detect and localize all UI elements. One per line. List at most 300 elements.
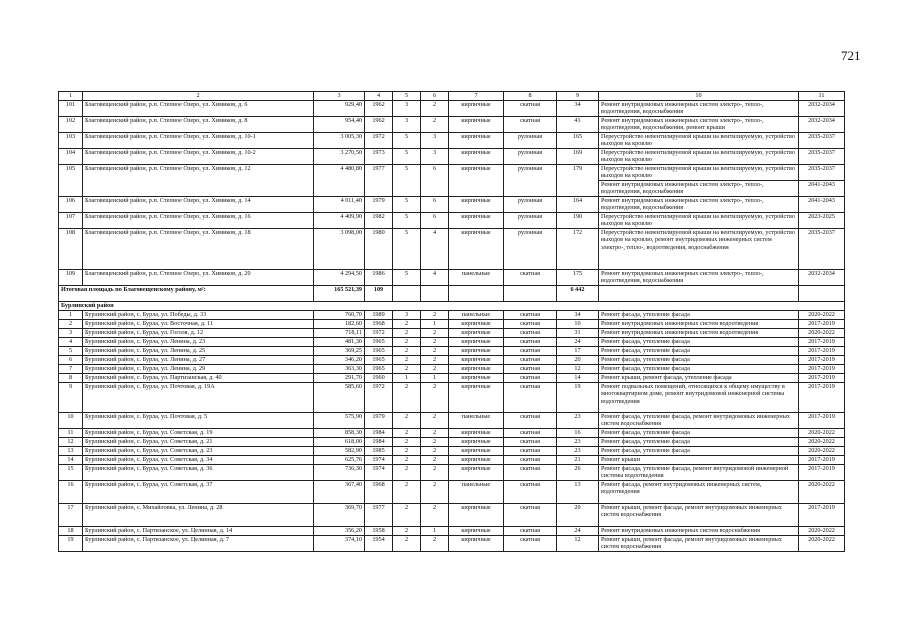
- row-number: 4: [59, 338, 83, 347]
- wall-material: кирпичные: [449, 356, 504, 365]
- repair-work: Ремонт внутридомовых инженерных систем электро-, тепло-, водоотведения, водоснабжения, ремонт крыши: [599, 117, 799, 133]
- entrances: 2: [421, 456, 449, 465]
- area: 367,40: [314, 481, 365, 504]
- year-built: 1968: [365, 481, 393, 504]
- table-row: [59, 465, 845, 481]
- area: 4 011,40: [314, 197, 365, 213]
- address: Бурлинский район, с. Партизанское, ул. Целинная, д. 14: [83, 527, 314, 536]
- roof-type: скатная: [504, 447, 557, 456]
- floors: 2: [393, 527, 421, 536]
- address: Благовещенский район, р.п. Степное Озеро, ул. Химиков, д. 20: [83, 270, 314, 286]
- year-built: 1965: [365, 356, 393, 365]
- repair-work: Ремонт фасада, ремонт внутридомовых инженерных систем, водоотведения: [599, 481, 799, 504]
- area: 374,10: [314, 536, 365, 552]
- repair-period: 2020-2022: [799, 447, 845, 456]
- column-header: 9: [557, 92, 599, 101]
- table-row: [59, 117, 845, 133]
- table-row: [59, 429, 845, 438]
- repair-work: Ремонт внутридомовых инженерных систем водоснабжения: [599, 527, 799, 536]
- total-count: 109: [365, 286, 393, 302]
- row-number: 11: [59, 429, 83, 438]
- entrances: 2: [421, 429, 449, 438]
- area: 4 294,50: [314, 270, 365, 286]
- residents: 179: [557, 165, 599, 197]
- wall-material: кирпичные: [449, 536, 504, 552]
- area: 736,30: [314, 465, 365, 481]
- entrances: 6: [421, 165, 449, 197]
- row-number: 10: [59, 413, 83, 429]
- entrances: 1: [421, 374, 449, 383]
- roof-type: скатная: [504, 438, 557, 447]
- column-header: 2: [83, 92, 314, 101]
- wall-material: кирпичные: [449, 438, 504, 447]
- year-built: 1954: [365, 536, 393, 552]
- year-built: 1968: [365, 320, 393, 329]
- floors: 2: [393, 338, 421, 347]
- row-number: 103: [59, 133, 83, 149]
- area: 718,11: [314, 329, 365, 338]
- entrances: 2: [421, 481, 449, 504]
- floors: 5: [393, 133, 421, 149]
- table-row: [59, 413, 845, 429]
- area: 356,20: [314, 527, 365, 536]
- area: 3 098,00: [314, 229, 365, 270]
- column-header: 3: [314, 92, 365, 101]
- area: 3 270,50: [314, 149, 365, 165]
- residents: 169: [557, 149, 599, 165]
- table-row: [59, 165, 845, 181]
- repair-work: Переустройство невентилируемой крыши на вентилируемую, устройство выходов на кровлю: [599, 165, 799, 181]
- area: 618,00: [314, 438, 365, 447]
- table-row: [59, 133, 845, 149]
- entrances: 6: [421, 213, 449, 229]
- floors: 2: [393, 504, 421, 527]
- row-number: 102: [59, 117, 83, 133]
- row-number: 7: [59, 365, 83, 374]
- row-number: 107: [59, 213, 83, 229]
- repair-period: 2017-2019: [799, 383, 845, 413]
- repair-period: 2023-2025: [799, 213, 845, 229]
- residents: 13: [557, 481, 599, 504]
- repair-work: Переустройство невентилируемой крыши на вентилируемую, устройство выходов на кровлю, ремонт внутридомовых инженерных систем электро-, тепло-, водоотведения, водоснабжения: [599, 229, 799, 270]
- empty-cell: [504, 286, 557, 302]
- capital-repair-table: [58, 91, 845, 552]
- row-number: 108: [59, 229, 83, 270]
- area: 625,76: [314, 456, 365, 465]
- roof-type: рулонная: [504, 133, 557, 149]
- row-number: 17: [59, 504, 83, 527]
- total-residents: 6 442: [557, 286, 599, 302]
- residents: 12: [557, 536, 599, 552]
- area: 585,60: [314, 383, 365, 413]
- repair-period: 2032-2034: [799, 117, 845, 133]
- residents: 17: [557, 347, 599, 356]
- repair-period: 2020-2022: [799, 329, 845, 338]
- area: 346,20: [314, 356, 365, 365]
- residents: 19: [557, 383, 599, 413]
- entrances: 2: [421, 329, 449, 338]
- area: 929,40: [314, 101, 365, 117]
- floors: 3: [393, 311, 421, 320]
- year-built: 1974: [365, 456, 393, 465]
- floors: 5: [393, 165, 421, 197]
- address: Бурлинский район, с. Бурла, ул. Ленина, д. 25: [83, 347, 314, 356]
- empty-cell: [599, 286, 799, 302]
- wall-material: кирпичные: [449, 447, 504, 456]
- roof-type: скатная: [504, 536, 557, 552]
- residents: 164: [557, 197, 599, 213]
- column-header: 10: [599, 92, 799, 101]
- entrances: 2: [421, 383, 449, 413]
- repair-work: Ремонт крыши: [599, 456, 799, 465]
- roof-type: рулонная: [504, 229, 557, 270]
- row-number: 19: [59, 536, 83, 552]
- repair-period: 2041-2043: [799, 181, 845, 197]
- area: 4 409,90: [314, 213, 365, 229]
- roof-type: скатная: [504, 481, 557, 504]
- repair-period: 2017-2019: [799, 456, 845, 465]
- floors: 2: [393, 383, 421, 413]
- floors: 2: [393, 320, 421, 329]
- year-built: 1984: [365, 429, 393, 438]
- repair-period: 2020-2022: [799, 536, 845, 552]
- year-built: 1979: [365, 413, 393, 429]
- column-header: 4: [365, 92, 393, 101]
- repair-period: 2035-2037: [799, 149, 845, 165]
- address: Бурлинский район, с. Бурла, ул. Советская, д. 23: [83, 447, 314, 456]
- residents: 165: [557, 133, 599, 149]
- roof-type: скатная: [504, 374, 557, 383]
- address: Бурлинский район, с. Бурла, ул. Партизанская, д. 40: [83, 374, 314, 383]
- repair-work: Ремонт фасада, утепление фасада: [599, 447, 799, 456]
- address: Бурлинский район, с. Бурла, ул. Советская, д. 36: [83, 465, 314, 481]
- entrances: 4: [421, 229, 449, 270]
- roof-type: рулонная: [504, 149, 557, 165]
- address: Благовещенский район, р.п. Степное Озеро, ул. Химиков, д. 16: [83, 213, 314, 229]
- floors: 2: [393, 347, 421, 356]
- repair-work: Ремонт крыши, ремонт фасада, ремонт внутридомовых инженерных систем водоснабжения: [599, 504, 799, 527]
- address: Бурлинский район, с. Партизанское, ул. Целинная, д. 7: [83, 536, 314, 552]
- table-row: [59, 311, 845, 320]
- row-number: 109: [59, 270, 83, 286]
- row-number: 14: [59, 456, 83, 465]
- entrances: 2: [421, 438, 449, 447]
- entrances: 3: [421, 133, 449, 149]
- row-number: 3: [59, 329, 83, 338]
- address: Благовещенский район, р.п. Степное Озеро, ул. Химиков, д. 10-2: [83, 149, 314, 165]
- repair-period: 2032-2034: [799, 270, 845, 286]
- row-number: 1: [59, 311, 83, 320]
- entrances: 6: [421, 197, 449, 213]
- area: 858,30: [314, 429, 365, 438]
- repair-period: 2017-2019: [799, 365, 845, 374]
- residents: 20: [557, 504, 599, 527]
- column-header: 6: [421, 92, 449, 101]
- empty-cell: [393, 286, 421, 302]
- wall-material: кирпичные: [449, 213, 504, 229]
- roof-type: скатная: [504, 320, 557, 329]
- wall-material: кирпичные: [449, 149, 504, 165]
- table-row: [59, 356, 845, 365]
- address: Бурлинский район, с. Бурла, ул. Ленина, д. 23: [83, 338, 314, 347]
- table-row: [59, 481, 845, 504]
- table-row: [59, 302, 845, 311]
- row-number: 16: [59, 481, 83, 504]
- row-number: 101: [59, 101, 83, 117]
- floors: 2: [393, 447, 421, 456]
- repair-period: 2017-2019: [799, 465, 845, 481]
- table-row: [59, 347, 845, 356]
- residents: 172: [557, 229, 599, 270]
- address: Бурлинский район, с. Бурла, ул. Советская, д. 19: [83, 429, 314, 438]
- entrances: 2: [421, 311, 449, 320]
- wall-material: кирпичные: [449, 101, 504, 117]
- residents: 12: [557, 365, 599, 374]
- year-built: 1984: [365, 438, 393, 447]
- row-number: 13: [59, 447, 83, 456]
- residents: 20: [557, 356, 599, 365]
- wall-material: кирпичные: [449, 133, 504, 149]
- repair-period: 2020-2022: [799, 481, 845, 504]
- area: 291,70: [314, 374, 365, 383]
- repair-work: Ремонт внутридомовых инженерных систем водоотведения: [599, 320, 799, 329]
- roof-type: скатная: [504, 465, 557, 481]
- repair-period: 2035-2037: [799, 229, 845, 270]
- repair-period: 2017-2019: [799, 320, 845, 329]
- floors: 2: [393, 465, 421, 481]
- column-header: 8: [504, 92, 557, 101]
- repair-work: Ремонт фасада, утепление фасада: [599, 347, 799, 356]
- column-header: 5: [393, 92, 421, 101]
- year-built: 1965: [365, 347, 393, 356]
- row-number: 8: [59, 374, 83, 383]
- table-row: [59, 92, 845, 101]
- address: Бурлинский район, с. Михайловка, ул. Ленина, д. 28: [83, 504, 314, 527]
- wall-material: кирпичные: [449, 320, 504, 329]
- table-row: [59, 383, 845, 413]
- repair-work: Ремонт фасада, утепление фасада: [599, 438, 799, 447]
- table-row: [59, 527, 845, 536]
- table-row: [59, 286, 845, 302]
- column-header: 7: [449, 92, 504, 101]
- wall-material: кирпичные: [449, 338, 504, 347]
- wall-material: кирпичные: [449, 165, 504, 197]
- entrances: 2: [421, 338, 449, 347]
- entrances: 2: [421, 356, 449, 365]
- year-built: 1965: [365, 338, 393, 347]
- column-header: 11: [799, 92, 845, 101]
- table-row: [59, 447, 845, 456]
- row-number: 106: [59, 197, 83, 213]
- year-built: 1977: [365, 504, 393, 527]
- address: Благовещенский район, р.п. Степное Озеро, ул. Химиков, д. 10-1: [83, 133, 314, 149]
- repair-period: 2020-2022: [799, 527, 845, 536]
- table-row: [59, 456, 845, 465]
- table-row: [59, 320, 845, 329]
- address: Бурлинский район, с. Бурла, ул. Ленина, д. 29: [83, 365, 314, 374]
- wall-material: кирпичные: [449, 365, 504, 374]
- row-number: 104: [59, 149, 83, 165]
- row-number: 15: [59, 465, 83, 481]
- entrances: 2: [421, 447, 449, 456]
- year-built: 1989: [365, 311, 393, 320]
- total-area: 165 521,39: [314, 286, 365, 302]
- repair-work: Ремонт фасада, утепление фасада: [599, 365, 799, 374]
- year-built: 1972: [365, 133, 393, 149]
- residents: 24: [557, 338, 599, 347]
- roof-type: скатная: [504, 456, 557, 465]
- floors: 2: [393, 438, 421, 447]
- entrances: 2: [421, 504, 449, 527]
- table-row: [59, 504, 845, 527]
- repair-work: Переустройство невентилируемой крыши на вентилируемую, устройство выходов на кровлю: [599, 213, 799, 229]
- repair-period: 2035-2037: [799, 165, 845, 181]
- table-row: [59, 229, 845, 270]
- floors: 5: [393, 197, 421, 213]
- wall-material: панельные: [449, 270, 504, 286]
- repair-work: Ремонт внутридомовых инженерных систем электро-, тепло-, водоотведения, водоснабжения: [599, 101, 799, 117]
- wall-material: кирпичные: [449, 383, 504, 413]
- entrances: 2: [421, 101, 449, 117]
- residents: 16: [557, 429, 599, 438]
- wall-material: кирпичные: [449, 374, 504, 383]
- area: 182,60: [314, 320, 365, 329]
- wall-material: кирпичные: [449, 527, 504, 536]
- roof-type: рулонная: [504, 197, 557, 213]
- wall-material: кирпичные: [449, 429, 504, 438]
- year-built: 1982: [365, 213, 393, 229]
- wall-material: кирпичные: [449, 347, 504, 356]
- table-row: [59, 438, 845, 447]
- address: Бурлинский район, с. Бурла, ул. Советская, д. 34: [83, 456, 314, 465]
- year-built: 1960: [365, 374, 393, 383]
- repair-work: Ремонт крыши, ремонт фасада, утепление фасада: [599, 374, 799, 383]
- row-number: 18: [59, 527, 83, 536]
- address: Благовещенский район, р.п. Степное Озеро, ул. Химиков, д. 14: [83, 197, 314, 213]
- empty-cell: [449, 286, 504, 302]
- floors: 5: [393, 270, 421, 286]
- table-row: [59, 270, 845, 286]
- residents: 24: [557, 527, 599, 536]
- year-built: 1958: [365, 527, 393, 536]
- repair-work: Ремонт фасада, утепление фасада: [599, 356, 799, 365]
- year-built: 1986: [365, 270, 393, 286]
- area: 363,30: [314, 365, 365, 374]
- table-row: [59, 149, 845, 165]
- entrances: 2: [421, 365, 449, 374]
- roof-type: скатная: [504, 270, 557, 286]
- table-row: [59, 536, 845, 552]
- residents: 34: [557, 311, 599, 320]
- roof-type: рулонная: [504, 165, 557, 197]
- entrances: 2: [421, 413, 449, 429]
- wall-material: кирпичные: [449, 197, 504, 213]
- entrances: 4: [421, 270, 449, 286]
- floors: 2: [393, 481, 421, 504]
- address: Бурлинский район, с. Бурла, ул. Гоголя, д. 12: [83, 329, 314, 338]
- area: 3 005,30: [314, 133, 365, 149]
- table-row: [59, 338, 845, 347]
- entrances: 1: [421, 527, 449, 536]
- entrances: 1: [421, 320, 449, 329]
- wall-material: панельные: [449, 413, 504, 429]
- repair-period: 2017-2019: [799, 504, 845, 527]
- repair-period: 2020-2022: [799, 311, 845, 320]
- entrances: 2: [421, 465, 449, 481]
- repair-work: Переустройство невентилируемой крыши на вентилируемую, устройство выходов на кровлю: [599, 133, 799, 149]
- roof-type: скатная: [504, 311, 557, 320]
- repair-period: 2017-2019: [799, 413, 845, 429]
- floors: 2: [393, 356, 421, 365]
- residents: 31: [557, 329, 599, 338]
- residents: 23: [557, 413, 599, 429]
- roof-type: скатная: [504, 347, 557, 356]
- address: Бурлинский район, с. Бурла, ул. Восточная, д. 11: [83, 320, 314, 329]
- area: 760,70: [314, 311, 365, 320]
- address: Бурлинский район, с. Бурла, ул. Победы, д. 33: [83, 311, 314, 320]
- floors: 5: [393, 149, 421, 165]
- floors: 2: [393, 413, 421, 429]
- repair-work: Ремонт фасада, утепление фасада, ремонт внутридомовых инженерных систем водоснабжения: [599, 413, 799, 429]
- empty-cell: [799, 286, 845, 302]
- repair-period: 2017-2019: [799, 338, 845, 347]
- area: 369,70: [314, 504, 365, 527]
- empty-cell: [421, 286, 449, 302]
- area: 954,40: [314, 117, 365, 133]
- repair-period: 2020-2022: [799, 429, 845, 438]
- wall-material: кирпичные: [449, 465, 504, 481]
- wall-material: кирпичные: [449, 229, 504, 270]
- floors: 5: [393, 213, 421, 229]
- year-built: 1974: [365, 465, 393, 481]
- floors: 2: [393, 429, 421, 438]
- residents: 34: [557, 101, 599, 117]
- roof-type: скатная: [504, 429, 557, 438]
- year-built: 1979: [365, 197, 393, 213]
- area: 369,25: [314, 347, 365, 356]
- wall-material: панельные: [449, 311, 504, 320]
- roof-type: скатная: [504, 504, 557, 527]
- repair-period: 2017-2019: [799, 374, 845, 383]
- area: 481,30: [314, 338, 365, 347]
- entrances: 2: [421, 536, 449, 552]
- year-built: 1962: [365, 117, 393, 133]
- wall-material: кирпичные: [449, 504, 504, 527]
- wall-material: кирпичные: [449, 456, 504, 465]
- residents: 175: [557, 270, 599, 286]
- table-row: [59, 329, 845, 338]
- residents: 26: [557, 465, 599, 481]
- repair-period: 2041-2043: [799, 197, 845, 213]
- residents: 14: [557, 374, 599, 383]
- entrances: 2: [421, 117, 449, 133]
- floors: 1: [393, 374, 421, 383]
- floors: 3: [393, 101, 421, 117]
- address: Благовещенский район, р.п. Степное Озеро, ул. Химиков, д. 18: [83, 229, 314, 270]
- repair-period: 2035-2037: [799, 133, 845, 149]
- row-number: 9: [59, 383, 83, 413]
- repair-work: Ремонт фасада, утепление фасада: [599, 338, 799, 347]
- wall-material: панельные: [449, 481, 504, 504]
- year-built: 1985: [365, 447, 393, 456]
- row-number: 12: [59, 438, 83, 447]
- year-built: 1973: [365, 149, 393, 165]
- roof-type: скатная: [504, 117, 557, 133]
- repair-work: Переустройство невентилируемой крыши на вентилируемую, устройство выходов на кровлю: [599, 149, 799, 165]
- repair-work: Ремонт фасада, утепление фасада, ремонт внутридомовой инженерной системы водоотведения: [599, 465, 799, 481]
- wall-material: кирпичные: [449, 117, 504, 133]
- year-built: 1972: [365, 329, 393, 338]
